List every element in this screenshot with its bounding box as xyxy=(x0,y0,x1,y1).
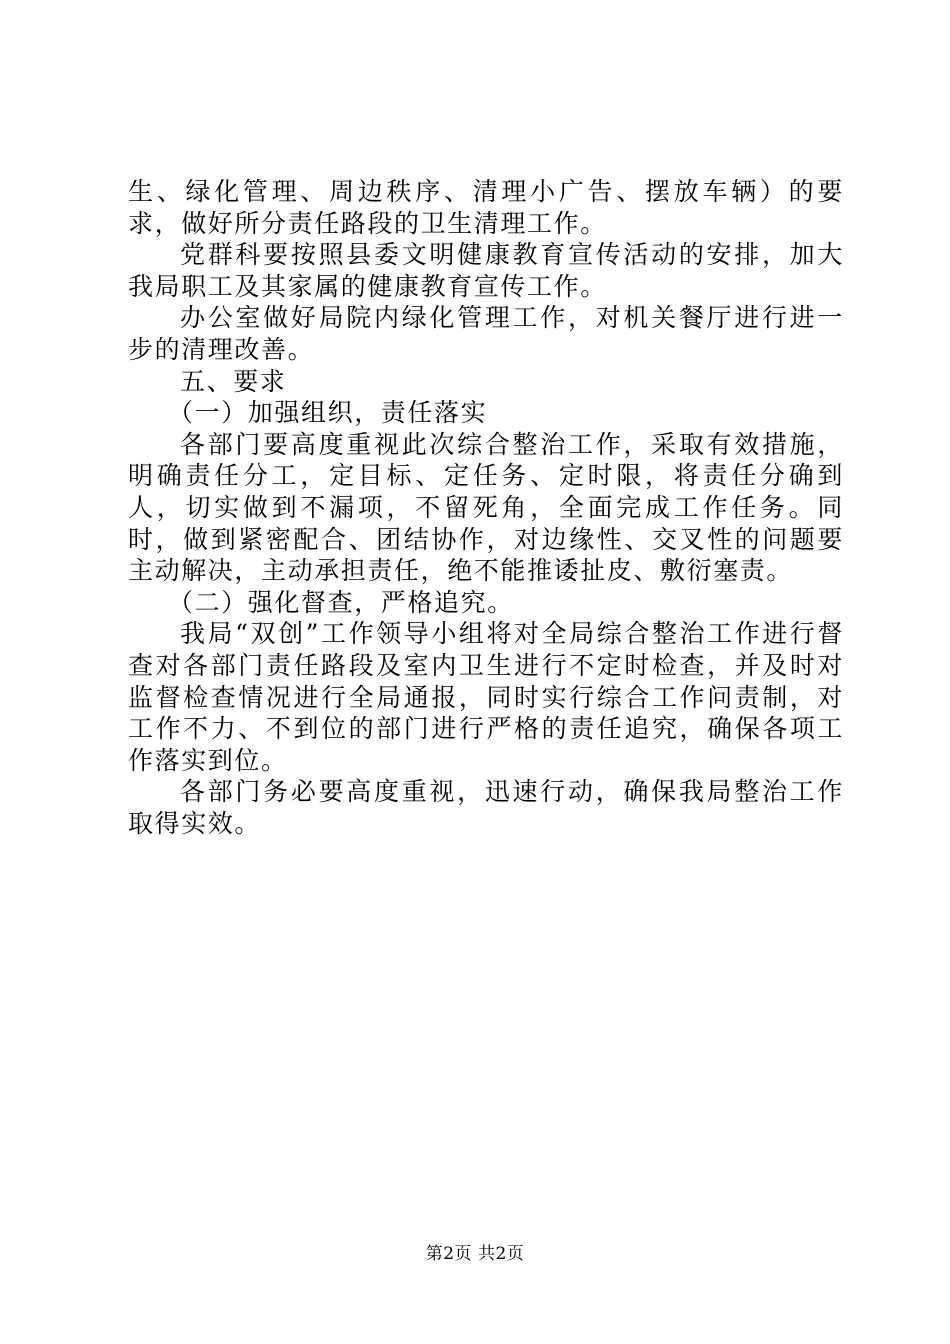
subheading-organization: （一）加强组织，责任落实 xyxy=(168,398,488,428)
section-heading-requirements: 五、要求 xyxy=(180,366,287,396)
paragraph-party-section: 党群科要按照县委文明健康教育宣传活动的安排，加大我局职工及其家属的健康教育宣传工作。 xyxy=(128,240,844,301)
page-number-footer: 第2页 共2页 xyxy=(425,1244,525,1264)
subheading-supervision: （二）强化督查，严格追究。 xyxy=(168,587,514,617)
document-body xyxy=(128,176,844,839)
paragraph-continuation: 生、绿化管理、周边秩序、清理小广告、摆放车辆）的要求，做好所分责任路段的卫生清理工作。 xyxy=(128,177,844,238)
paragraph-closing: 各部门务必要高度重视，迅速行动，确保我局整治工作取得实效。 xyxy=(128,777,844,838)
paragraph-supervision-detail: 我局“双创”工作领导小组将对全局综合整治工作进行督查对各部门责任路段及室内卫生进行不定时检查，并及时对监督检查情况进行全局通报，同时实行综合工作问责制，对工作不力、不到位的部门进行严格的责任追究，确保各项工作落实到位。 xyxy=(128,619,844,775)
paragraph-departments-duty: 各部门要高度重视此次综合整治工作，采取有效措施，明确责任分工，定目标、定任务、定时限，将责任分确到人，切实做到不漏项，不留死角，全面完成工作任务。同时，做到紧密配合、团结协作，对边缘性、交叉性的问题要主动解决，主动承担责任，绝不能推诿扯皮、敷衍塞责。 xyxy=(128,429,844,586)
paragraph-office: 办公室做好局院内绿化管理工作，对机关餐厅进行进一步的清理改善。 xyxy=(128,303,844,364)
